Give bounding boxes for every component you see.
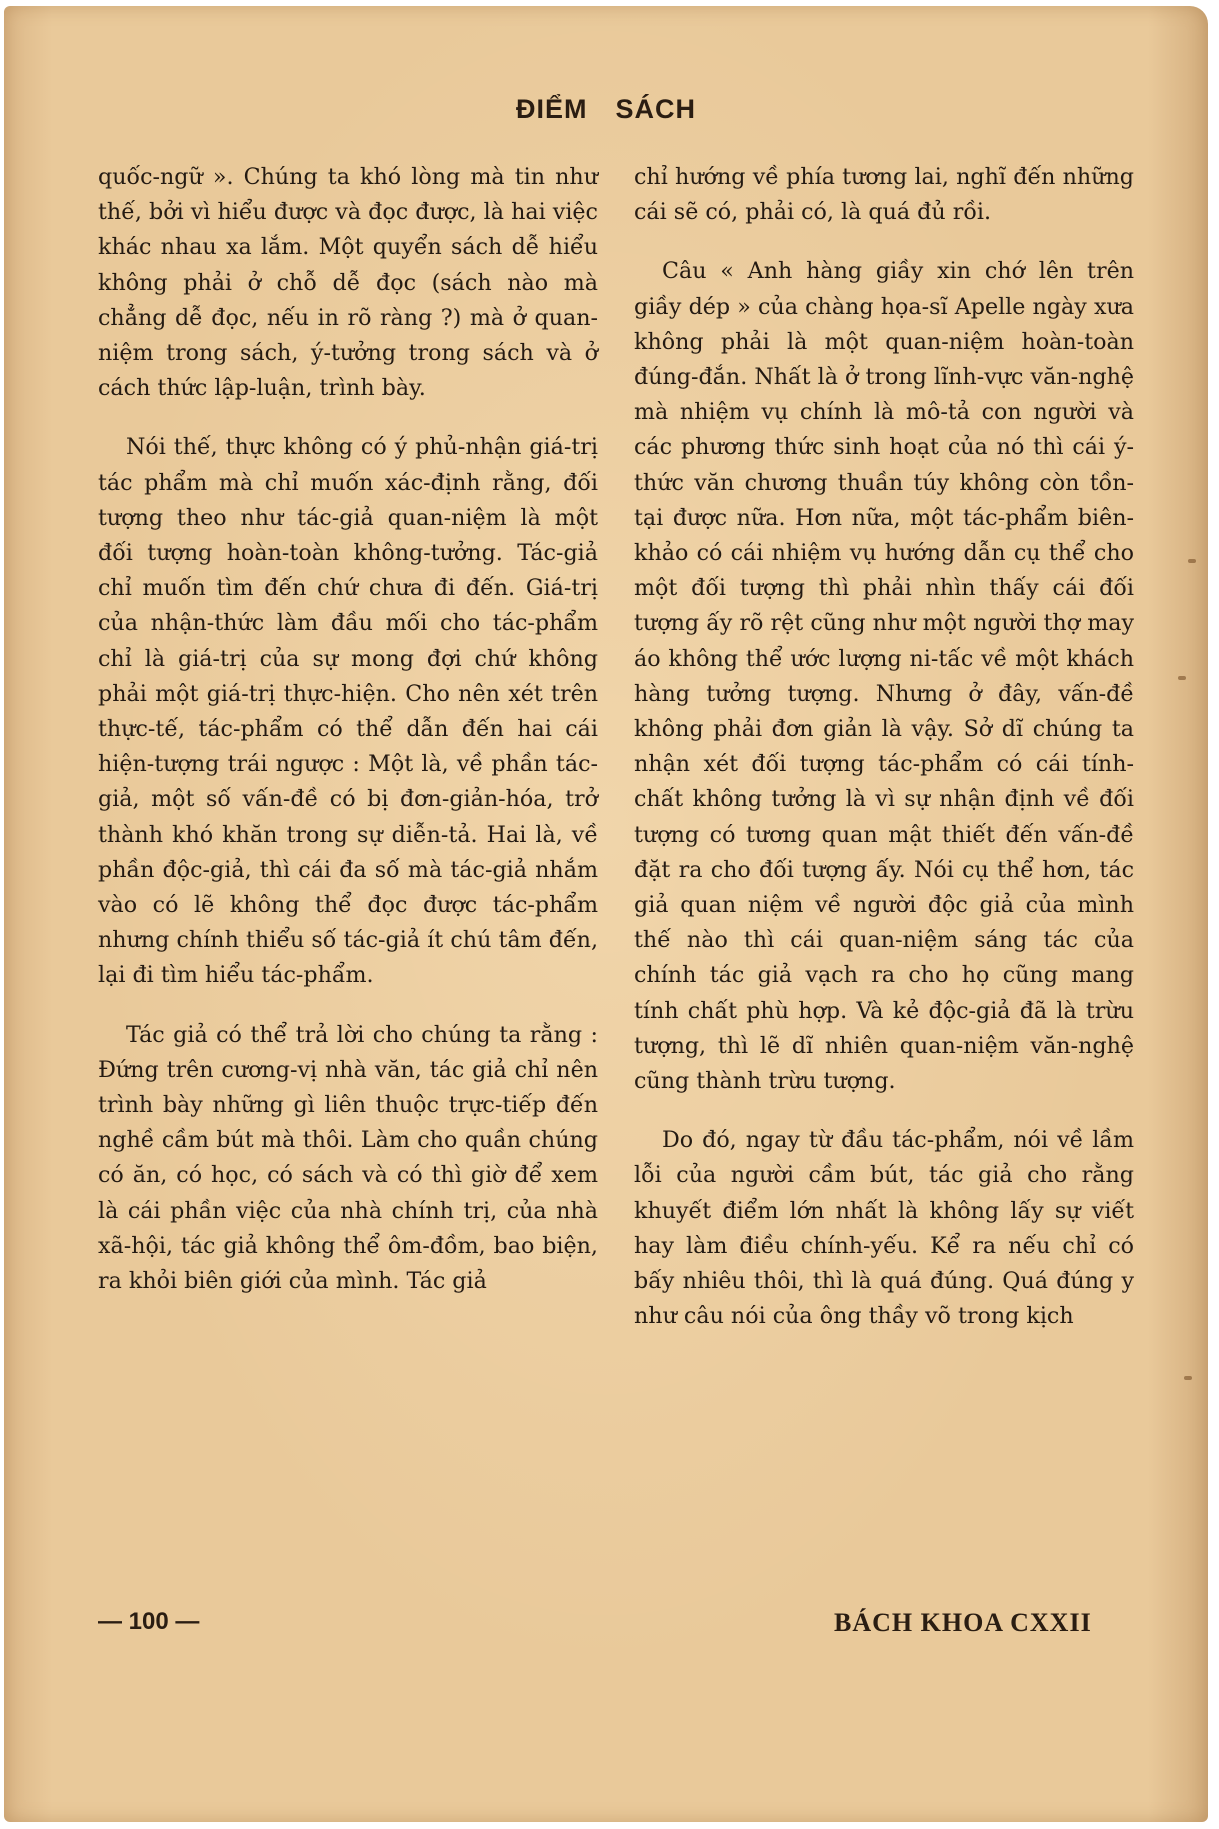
header-word-1: ĐIỂM xyxy=(515,94,588,124)
margin-speck xyxy=(1188,559,1196,563)
right-paragraph-2: Câu « Anh hàng giầy xin chớ lên trên giầy dép » của chàng họa-sĩ Apelle ngày xưa không phải là một quan-niệm hoàn-toàn đúng-đắn. Nhất là ở trong lĩnh-vực văn-nghệ mà nhiệm vụ chính là mô-tả con người và các phương thức sinh hoạt của nó thì cái ý-thức văn chương thuần túy không còn tồn-tại được nữa. Hơn nữa, một tác-phẩm biên-khảo có cái nhiệm vụ hướng dẫn cụ thể cho một đối tượng thì phải nhìn thấy cái đối tượng ấy rõ rệt cũng như một người thợ may áo không thể ước lượng ni-tấc về một khách hàng tưởng tượng. Nhưng ở đây, vấn-đề không phải đơn giản là vậy. Sở dĩ chúng ta nhận xét đối tượng tác-phẩm có cái tính-chất không tưởng là vì sự nhận định về đối tượng có tương quan mật thiết đến vấn-đề đặt ra cho đối tượng ấy. Nói cụ thể hơn, tác giả quan niệm về người độc giả của mình thế nào thì cái quan-niệm sáng tác của chính tác giả vạch ra cho họ cũng mang tính chất phù hợp. Và kẻ độc-giả đã là trừu tượng, thì lẽ dĩ nhiên quan-niệm văn-nghệ cũng thành trừu tượng. xyxy=(634,258,1134,1095)
margin-speck xyxy=(1178,676,1186,680)
page-number: — 100 — xyxy=(98,1608,200,1635)
left-paragraph-2: Nói thế, thực không có ý phủ-nhận giá-trị tác phẩm mà chỉ muốn xác-định rằng, đối tượng theo như tác-giả quan-niệm là một đối tượng hoàn-toàn không-tưởng. Tác-giả chỉ muốn tìm đến chứ chưa đi đến. Giá-trị của nhận-thức làm đầu mối cho tác-phẩm chỉ là giá-trị của sự mong đợi chứ không phải một giá-trị thực-hiện. Cho nên xét trên thực-tế, tác-phẩm có thể dẫn đến hai cái hiện-tượng trái ngược : Một là, về phần tác-giả, một số vấn-đề có bị đơn-giản-hóa, trở thành khó khăn trong sự diễn-tả. Hai là, về phần độc-giả, thì cái đa số mà tác-giả nhắm vào có lẽ không thể đọc được tác-phẩm nhưng chính thiểu số tác-giả ít chú tâm đến, lại đi tìm hiểu tác-phẩm. xyxy=(98,434,598,989)
header-word-2: SÁCH xyxy=(615,94,696,124)
section-header xyxy=(4,94,1208,125)
magazine-issue: BÁCH KHOA CXXII xyxy=(834,1608,1092,1637)
margin-speck xyxy=(1184,1376,1192,1380)
left-paragraph-3: Tác giả có thể trả lời cho chúng ta rằng : Đứng trên cương-vị nhà văn, tác giả chỉ nên trình bày những gì liên thuộc trực-tiếp đến nghề cầm bút mà thôi. Làm cho quần chúng có ăn, có học, có sách và có thì giờ để xem là cái phần việc của nhà chính trị, của nhà xã-hội, tác giả không thể ôm-đồm, bao biện, ra khỏi biên giới của mình. Tác giả xyxy=(98,1021,598,1295)
right-column xyxy=(634,160,1134,1359)
left-paragraph-1: quốc-ngữ ». Chúng ta khó lòng mà tin như thế, bởi vì hiểu được và đọc được, là hai việc khác nhau xa lắm. Một quyển sách dễ hiểu không phải ở chỗ dễ đọc (sách nào mà chẳng dễ đọc, nếu in rõ ràng ?) mà ở quan-niệm trong sách, ý-tưởng trong sách và ở cách thức lập-luận, trình bày. xyxy=(98,164,598,402)
right-paragraph-3: Do đó, ngay từ đầu tác-phẩm, nói về lầm lỗi của người cầm bút, tác giả cho rằng khuyết điểm lớn nhất là không lấy sự viết hay làm điều chính-yếu. Kể ra nếu chỉ có bấy nhiêu thôi, thì là quá đúng. Quá đúng y như câu nói của ông thầy võ trong kịch xyxy=(634,1127,1134,1330)
right-paragraph-1: chỉ hướng về phía tương lai, nghĩ đến những cái sẽ có, phải có, là quá đủ rồi. xyxy=(634,164,1134,226)
left-column xyxy=(98,160,598,1323)
page-sheet xyxy=(4,6,1208,1822)
